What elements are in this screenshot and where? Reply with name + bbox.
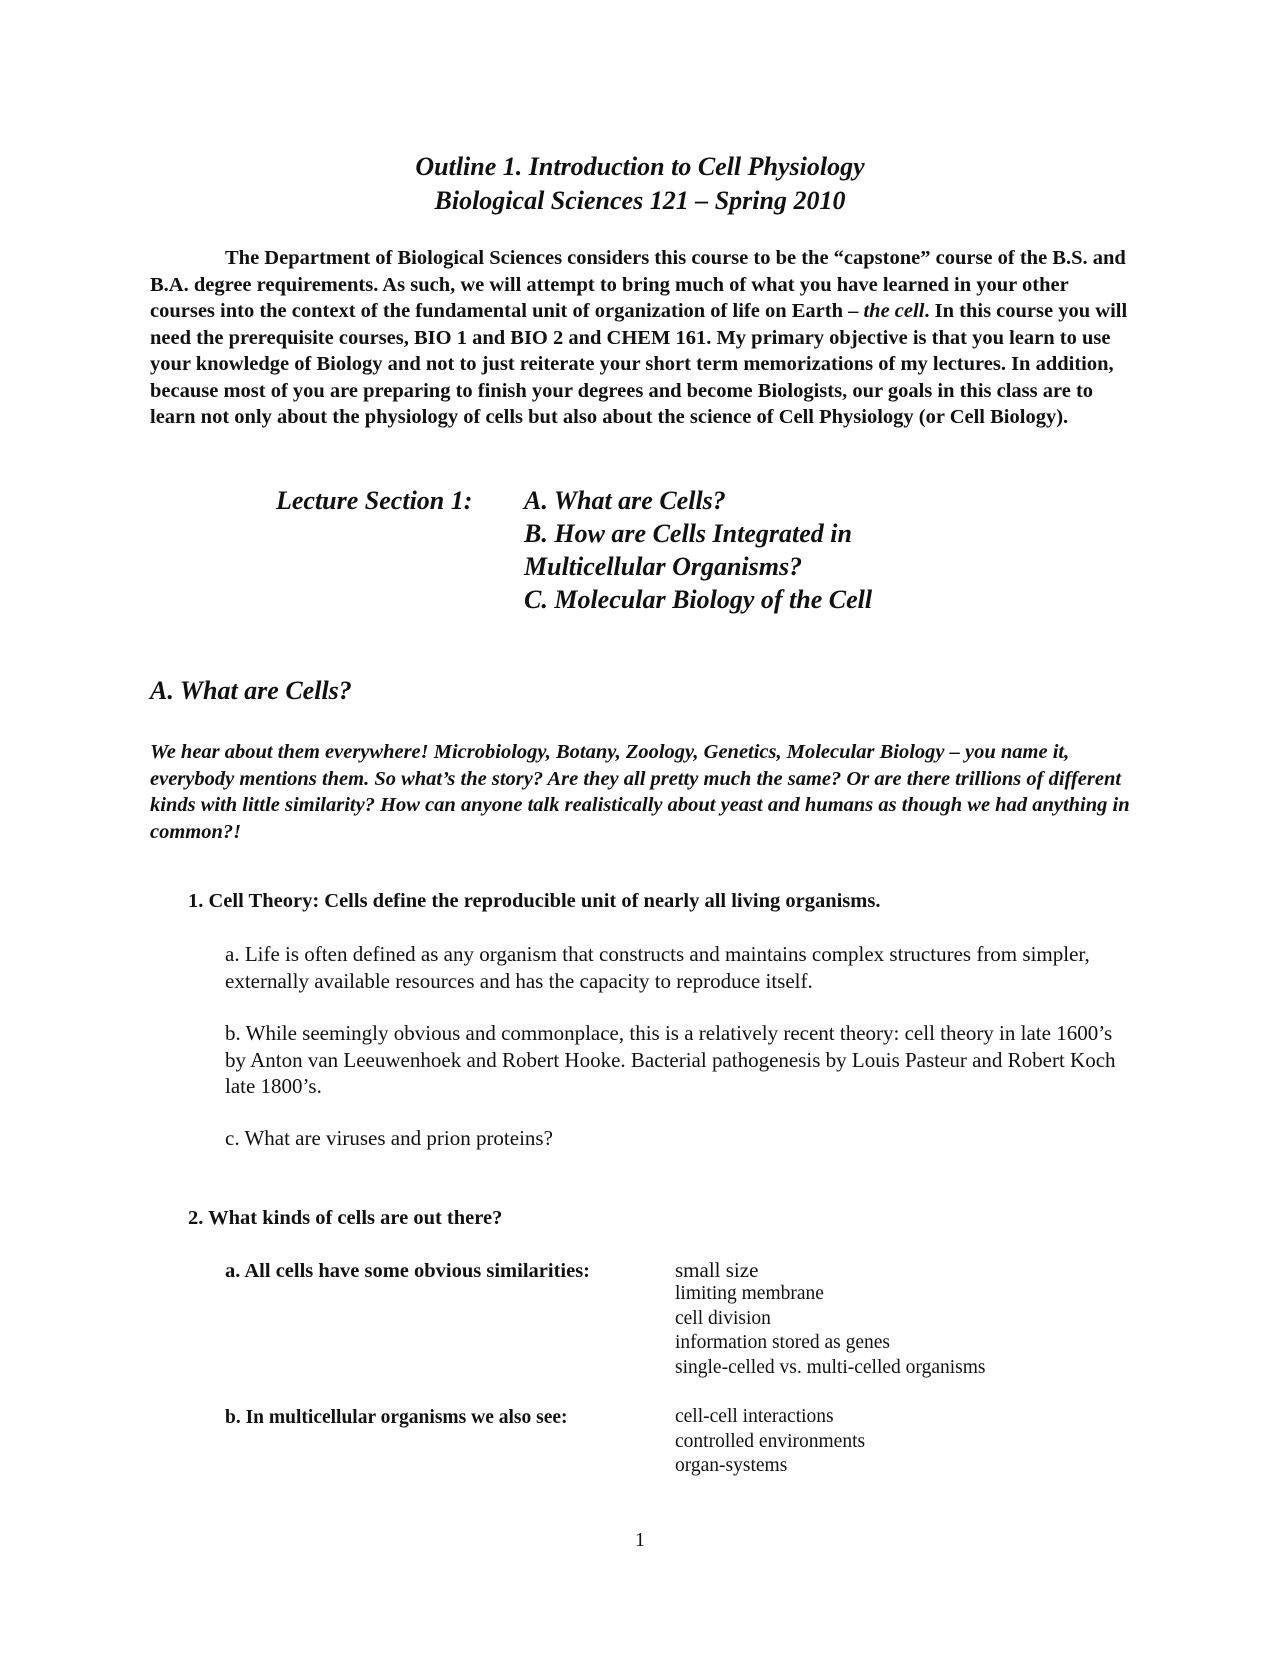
- page-number: 1: [635, 1529, 645, 1551]
- point-2b-label: b. In multicellular organisms we also see:: [225, 1407, 568, 1428]
- list-item: limiting membrane: [675, 1283, 824, 1304]
- point-2a-label: a. All cells have some obvious similarities:: [225, 1260, 590, 1282]
- point-2b-list: [675, 1405, 865, 1479]
- lecture-item: A. What are Cells?: [524, 486, 726, 515]
- list-item: cell-cell interactions: [675, 1406, 834, 1427]
- intro-emphasis: the cell: [863, 300, 925, 322]
- lecture-section-label: Lecture Section 1:: [276, 486, 473, 515]
- section-a-lead: We hear about them everywhere! Microbiology, Botany, Zoology, Genetics, Molecular Biology – you name it, everybody mentions them. So what’s the story? Are they all pretty much the same? Or are there trillions of different kinds with little similarity? How can anyone talk realistically about yeast and humans as though we had anything in common?!: [150, 741, 1130, 843]
- title-line-1: Outline 1. Introduction to Cell Physiology: [415, 152, 865, 181]
- point-2a-list: [675, 1258, 986, 1380]
- list-item: small size: [675, 1258, 759, 1282]
- list-item: cell division: [675, 1307, 771, 1329]
- point-1c: c. What are viruses and prion proteins?: [225, 1126, 553, 1150]
- title-line-2: Biological Sciences 121 – Spring 2010: [434, 186, 846, 215]
- list-item: controlled environments: [675, 1430, 866, 1452]
- intro-paragraph: [150, 245, 1130, 431]
- intro-text-part1: The Department of Biological Sciences considers this course to be the “capstone” course of the B.S. and B.A. degree requirements. As such, we will attempt to bring much of what you have learned in your other courses into the context of the fundamental unit of organization of life on Earth –: [150, 247, 1126, 322]
- list-item: information stored as genes: [675, 1332, 890, 1353]
- point-1b: b. While seemingly obvious and commonplace, this is a relatively recent theory: cell theory in late 1600’s by Anton van Leeuwenhoek and Robert Hooke. Bacterial pathogenesis by Louis Pasteur and Robert Koch late 1800’s.: [225, 1021, 1116, 1098]
- point-2-heading: 2. What kinds of cells are out there?: [188, 1207, 503, 1229]
- lecture-item: Multicellular Organisms?: [524, 552, 803, 581]
- list-item: organ-systems: [675, 1455, 788, 1476]
- point-1-heading: 1. Cell Theory: Cells define the reproducible unit of nearly all living organisms.: [188, 890, 881, 912]
- lecture-item: C. Molecular Biology of the Cell: [524, 585, 873, 614]
- list-item: single-celled vs. multi-celled organisms: [675, 1356, 986, 1378]
- lecture-item: B. How are Cells Integrated in: [524, 519, 852, 548]
- lecture-section-list: [524, 484, 872, 616]
- intro-text-part2: . In this course you will need the prerequisite courses, BIO 1 and BIO 2 and CHEM 161. My primary objective is that you learn to use your knowledge of Biology and not to just reiterate your short term memorizations of my lectures. In addition, because most of you are preparing to finish your degrees and become Biologists, our goals in this class are to learn not only about the physiology of cells but also about the science of Cell Physiology (or Cell Biology).: [150, 300, 1128, 428]
- section-a-heading: A. What are Cells?: [150, 676, 352, 705]
- point-1a: a. Life is often defined as any organism that constructs and maintains complex structures from simpler, externally available resources and has the capacity to reproduce itself.: [225, 942, 1090, 993]
